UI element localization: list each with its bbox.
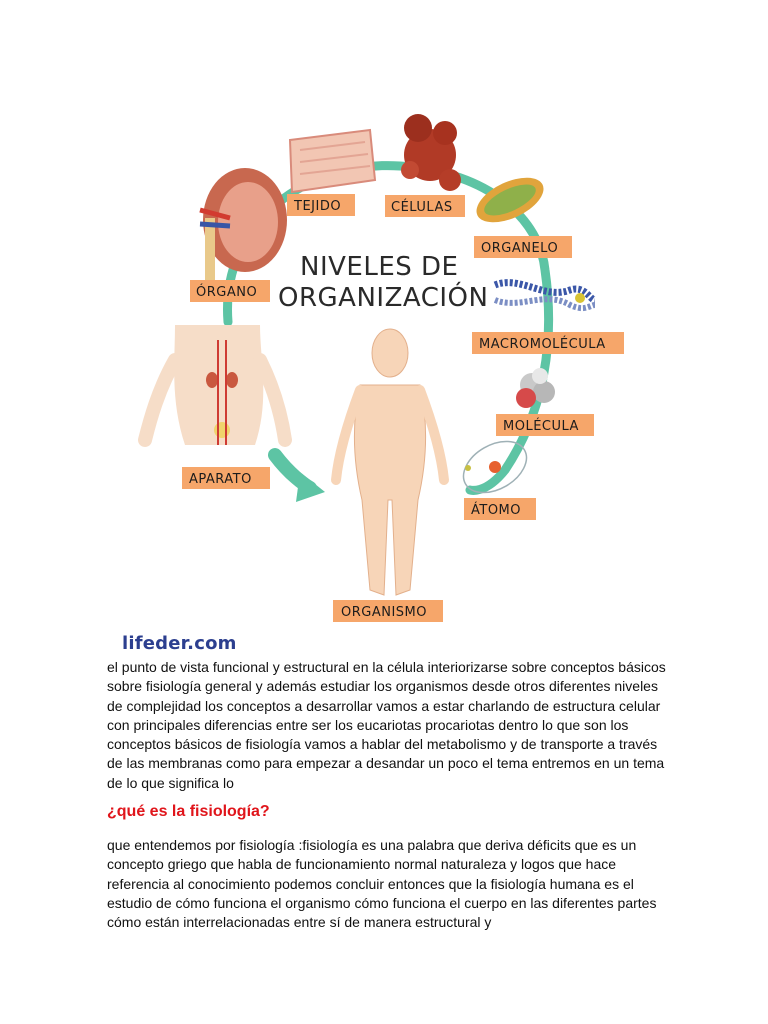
section-heading: ¿qué es la fisiología?	[107, 803, 270, 820]
levels-of-organization-figure	[100, 100, 660, 630]
figure-title-line2: ORGANIZACIÓN	[278, 283, 489, 313]
source-credit: lifeder.com	[122, 633, 237, 654]
svg-text:ORGANELO: ORGANELO	[481, 241, 559, 256]
body-paragraph-2: que entendemos por fisiología :fisiología es una palabra que deriva déficits que es un concepto griego que habla de funcionamiento normal naturaleza y logos que hace referencia al conocimiento podemos concluir entonces que la fisiología humana es el estudio de cómo funciona el organismo cómo funciona el cuerpo en las diferentes partes cómo están interrelacionadas entre sí de manera estructural y	[107, 837, 657, 931]
svg-text:TEJIDO: TEJIDO	[294, 199, 342, 214]
svg-text:MOLÉCULA: MOLÉCULA	[503, 419, 579, 434]
organism-body-image	[336, 329, 444, 595]
svg-text:CÉLULAS: CÉLULAS	[391, 200, 453, 215]
label-molecula	[496, 414, 594, 436]
organ-kidney-image	[200, 168, 287, 288]
label-organo	[190, 280, 270, 302]
organelle-image	[470, 168, 550, 231]
svg-text:ORGANISMO: ORGANISMO	[341, 605, 427, 620]
label-atomo	[464, 498, 536, 520]
label-celulas	[385, 195, 465, 217]
label-organismo	[333, 600, 443, 622]
label-aparato	[182, 467, 270, 489]
svg-text:MACROMOLÉCULA: MACROMOLÉCULA	[479, 337, 606, 352]
cells-image	[401, 114, 461, 191]
svg-text:APARATO: APARATO	[189, 472, 252, 487]
svg-text:ÁTOMO: ÁTOMO	[471, 503, 522, 518]
label-organelo	[474, 236, 572, 258]
body-paragraph-1: el punto de vista funcional y estructural en la célula interiorizarse sobre conceptos básicos sobre fisiología general y además estudiar los organismos desde otros diferentes niveles de complejidad los conceptos a desarrollar vamos a estar charlando de estructura celular con principales diferencias entre ser los eucariotas procariotas dentro lo que son los conceptos básicos de fisiología vamos a hablar del metabolismo y de transporte a través de las membranas como para empezar a desandar un poco el tema entremos en un tema de lo que significa lo	[107, 659, 666, 791]
svg-text:ÓRGANO: ÓRGANO	[196, 285, 258, 300]
tissue-image	[290, 130, 375, 192]
label-macromolecula	[472, 332, 624, 354]
figure-title-line1: NIVELES DE	[300, 252, 459, 282]
apparatus-image	[145, 325, 285, 445]
label-tejido	[287, 194, 355, 216]
